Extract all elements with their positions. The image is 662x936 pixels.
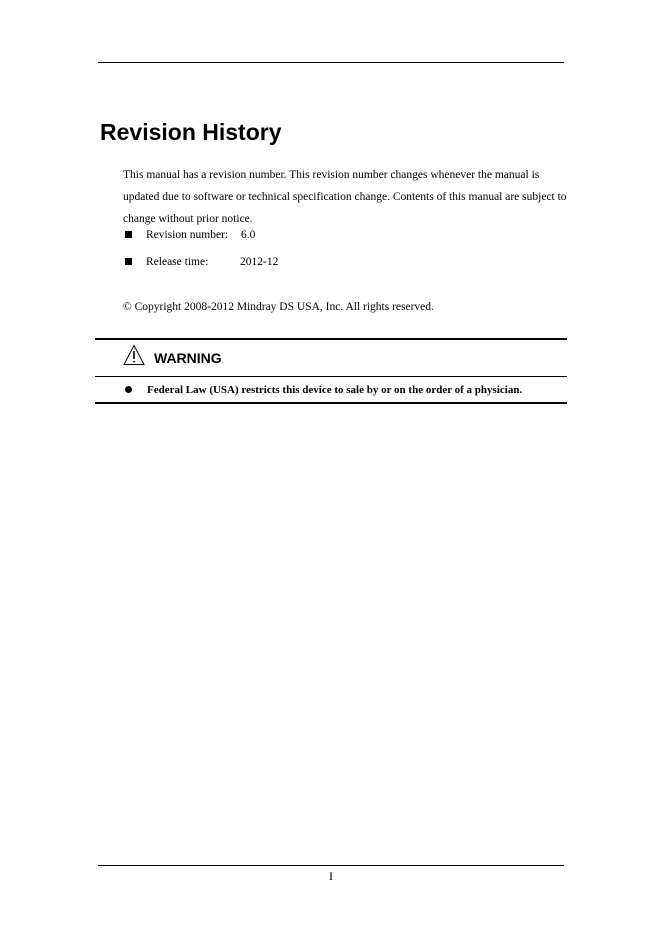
revision-number-value: 6.0 — [241, 229, 256, 241]
copyright-notice: © Copyright 2008-2012 Mindray DS USA, Inc. All rights reserved. — [123, 301, 434, 313]
page-title: Revision History — [100, 119, 282, 145]
round-bullet-icon — [125, 386, 132, 393]
square-bullet-icon — [125, 231, 132, 238]
warning-heading: WARNING — [154, 350, 222, 366]
warning-triangle-icon — [123, 344, 145, 366]
square-bullet-icon — [125, 258, 132, 265]
page-number: I — [329, 869, 333, 883]
intro-paragraph: This manual has a revision number. This revision number changes whenever the manual is updated due to software or technical specification change. Contents of this manual are subject to change without prior notice. — [123, 169, 567, 225]
footer-rule — [98, 865, 564, 866]
warning-divider — [95, 376, 567, 377]
header-rule — [98, 62, 564, 63]
warning-item: Federal Law (USA) restricts this device to sale by or on the order of a physician. — [147, 384, 523, 396]
revision-number-label: Revision number: — [146, 229, 229, 241]
warning-box — [95, 338, 567, 404]
release-time-value: 2012-12 — [240, 256, 279, 268]
release-time-label: Release time: — [146, 256, 209, 268]
